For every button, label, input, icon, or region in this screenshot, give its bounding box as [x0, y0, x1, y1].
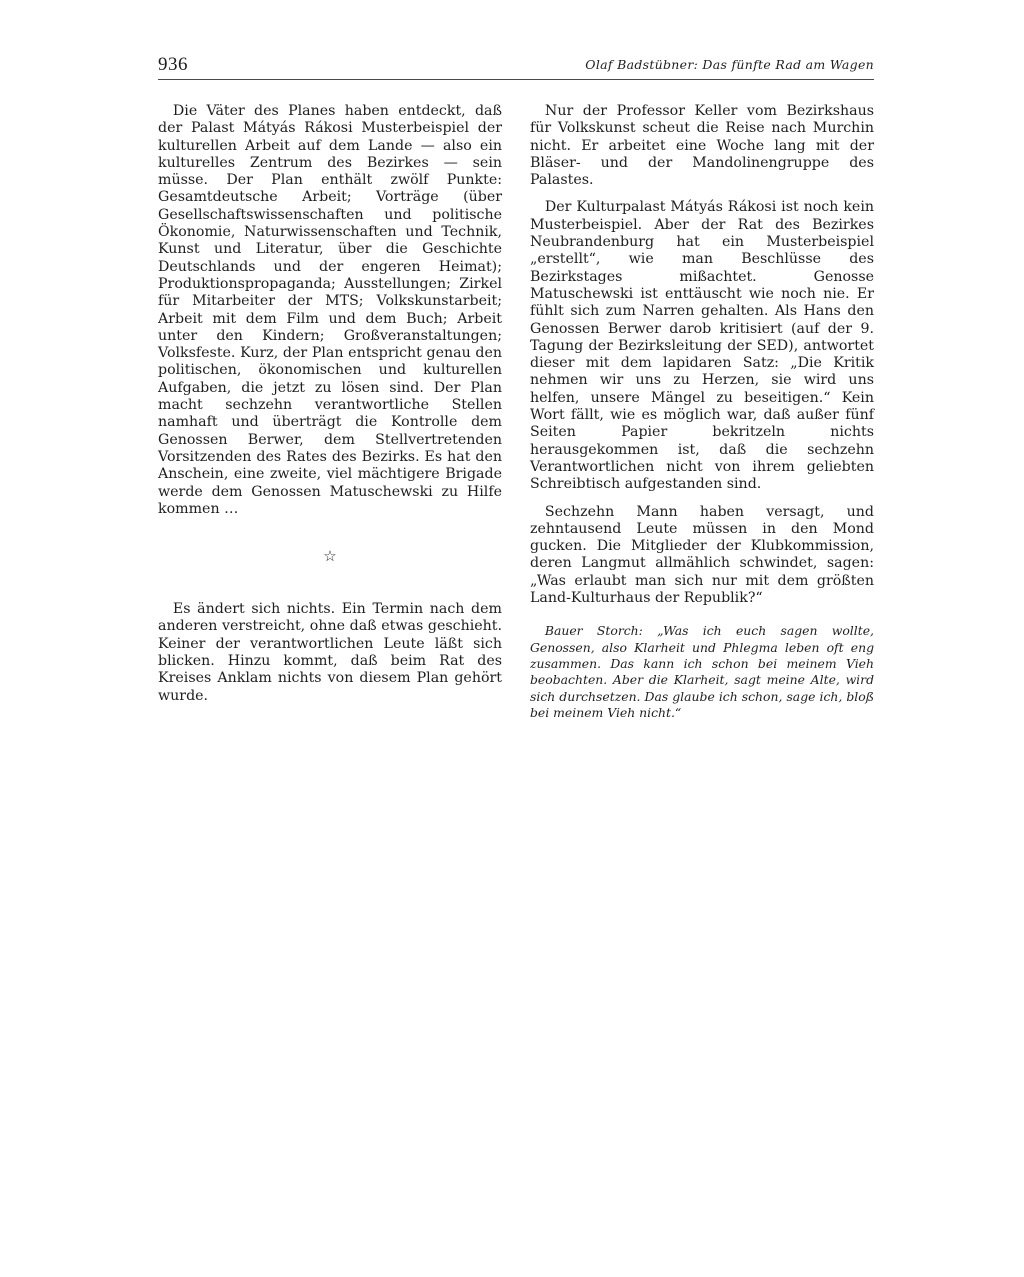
- paragraph: Es ändert sich nichts. Ein Termin nach dem anderen verstreicht, ohne daß etwas geschieht. Keiner der verantwortlichen Leute läßt sich blicken. Hinzu kommt, daß beim Rat des Kreises Anklam nichts von diesem Plan gehört wurde.: [158, 601, 502, 704]
- paragraph: Der Kulturpalast Mátyás Rákosi ist noch kein Musterbeispiel. Aber der Rat des Bezirkes Neubrandenburg hat ein Musterbeispiel „erstellt“, wie man Beschlüsse des Bezirkstages mißachtet. Genosse Matuschewski ist enttäuscht wie noch nie. Er fühlt sich zum Narren gehalten. Als Hans den Genossen Berwer darob kritisiert (auf der 9. Tagung der Bezirksleitung der SED), antwortet dieser mit dem lapidaren Satz: „Die Kritik nehmen wir uns zu Herzen, sie wird uns helfen, unsere Mängel zu beseitigen.“ Kein Wort fällt, wie es möglich war, daß außer fünf Seiten Papier bekritzeln nichts herausgekommen ist, daß die sechzehn Verantwortlichen nicht von ihrem geliebten Schreibtisch aufgestanden sind.: [530, 199, 874, 493]
- running-title: Olaf Badstübner: Das fünfte Rad am Wagen: [585, 57, 874, 72]
- paragraph: Die Väter des Planes haben entdeckt, daß der Palast Mátyás Rákosi Musterbeispiel der kulturellen Arbeit auf dem Lande — also ein kulturelles Zentrum des Bezirkes — sein müsse. Der Plan enthält zwölf Punkte: Gesamtdeutsche Arbeit; Vorträge (über Gesellschaftswissenschaften und politische Ökonomie, Naturwissenschaften und Technik, Kunst und Literatur, über die Geschichte Deutschlands und der engeren Heimat); Produktionspropaganda; Ausstellungen; Zirkel für Mitarbeiter der MTS; Volkskunstarbeit; Arbeit mit dem Film und dem Buch; Arbeit unter den Kindern; Großveranstaltungen; Volksfeste. Kurz, der Plan entspricht genau den politischen, ökonomischen und kulturellen Aufgaben, die jetzt zu lösen sind. Der Plan macht sechzehn verantwortliche Stellen namhaft und überträgt die Kontrolle dem Genossen Berwer, dem Stellvertretenden Vorsitzenden des Rates des Bezirks. Es hat den Anschein, eine zweite, viel mächtigere Brigade werde dem Genossen Matuschewski zu Hilfe kommen …: [158, 103, 502, 517]
- header-rule: [158, 79, 874, 80]
- star-ornament-icon: ☆: [323, 547, 337, 566]
- left-column: [158, 103, 502, 705]
- page-header: [158, 54, 874, 78]
- quote-block: Bauer Storch: „Was ich euch sagen wollte, Genossen, also Klarheit und Phlegma leben oft eng zusammen. Das kann ich schon bei meinem Vieh beobachten. Aber die Klarheit, sagt meine Alte, wird sich durchsetzen. Das glaube ich schon, sage ich, bloß bei meinem Vieh nicht.“: [530, 623, 874, 720]
- paragraph: Nur der Professor Keller vom Bezirkshaus für Volkskunst scheut die Reise nach Murchin nicht. Er arbeitet eine Woche lang mit der Bläser- und der Mandolinengruppe des Palastes.: [530, 103, 874, 189]
- paragraph: Sechzehn Mann haben versagt, und zehntausend Leute müssen in den Mond gucken. Die Mitglieder der Klubkommission, deren Langmut allmählich schwindet, sagen: „Was erlaubt man sich nur mit dem größten Land-Kulturhaus der Republik?“: [530, 503, 874, 607]
- page-number: 936: [158, 54, 188, 75]
- right-column: [530, 103, 874, 721]
